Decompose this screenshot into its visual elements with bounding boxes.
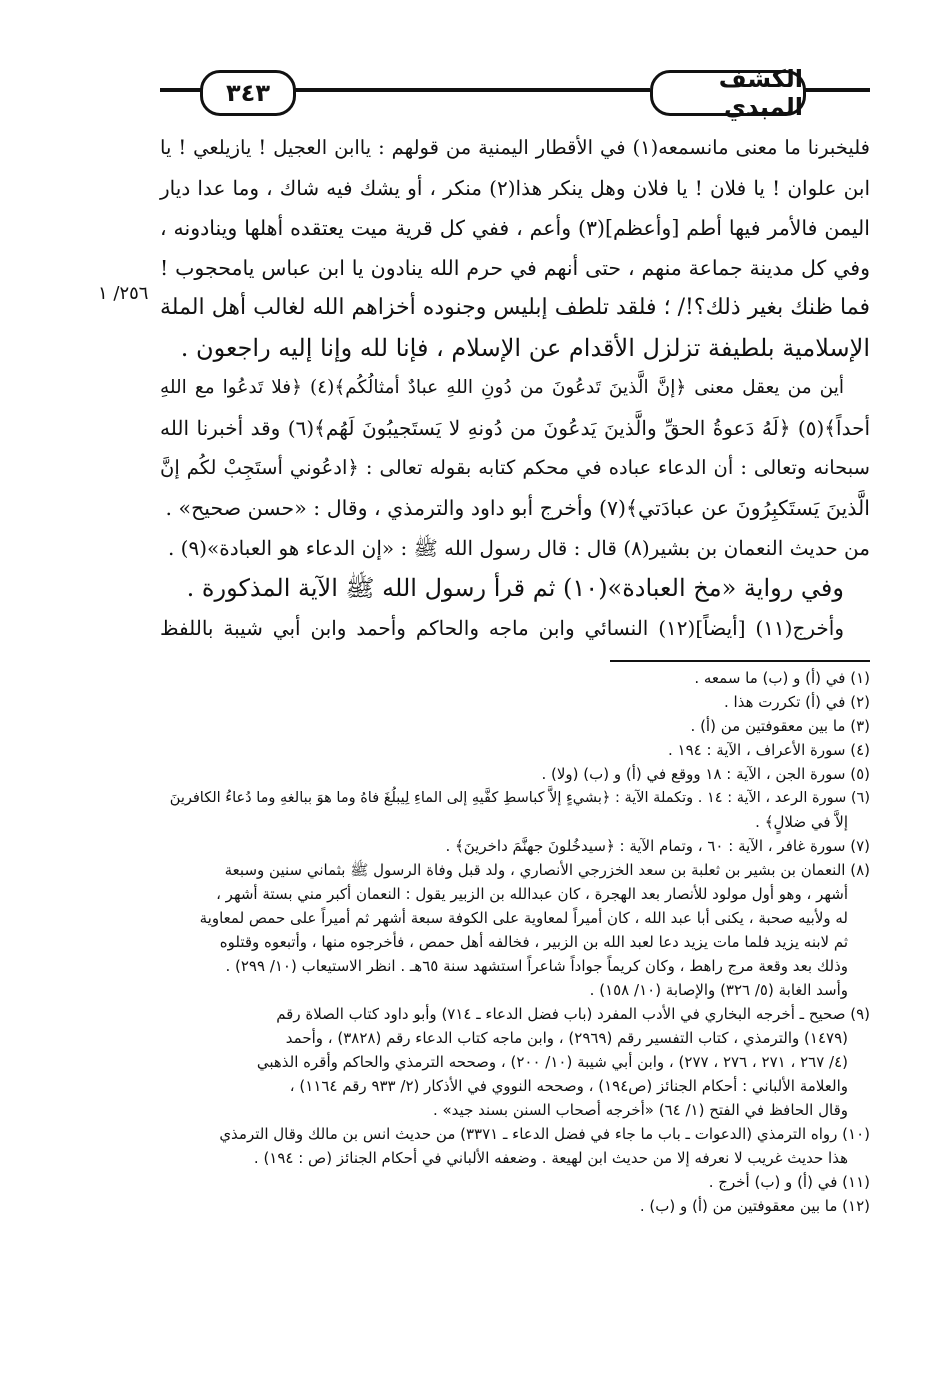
header-rule-right [800, 88, 870, 92]
footnote: (٤) سورة الأعراف ، الآية : ١٩٤ . [667, 741, 870, 759]
text-line: فما ظنك بغير ذلك؟!/ ؛ فلقد تلطف إبليس وجنوده أخزاهم الله لغالب أهل الملة [160, 295, 870, 320]
text-line: سبحانه وتعالى : أن الدعاء عباده في محكم كتابه بقوله تعالى : ﴿ادعُوني أستَجِبْ لكُم إنَّ [160, 456, 870, 479]
footnote-continuation: هذا حديث غريب لا نعرفه إلا من حديث ابن لهيعة . وضعفه الألباني في أحكام الجنائز (ص : ١٩٤) . [253, 1149, 848, 1167]
text-line: الإسلامية بلطيفة تزلزل الأقدام عن الإسلام ، فإنا لله وإنا إليه راجعون . [180, 334, 870, 362]
footnote-separator [610, 660, 870, 662]
footnote-continuation: (٤/ ٢٦٧ ، ٢٧١ ، ٢٧٦ ، ٢٧٧) ، وابن أبي شيبة (١٠/ ٢٠٠) ، وصححه الترمذي والحاكم وأقره الذهبي [256, 1053, 848, 1071]
footnote: (١٠) رواه الترمذي (الدعوات ـ باب ما جاء في فضل الدعاء ـ ٣٣٧١) من حديث انس بن مالك وقال الترمذي [219, 1125, 870, 1143]
text-line: أين من يعقل معنى ﴿إنَّ الَّذينَ تَدعُونَ من دُونِ اللهِ عبادٌ أمثالُكُم﴾(٤) ﴿فلا تَدعُوا مع اللهِ [160, 377, 845, 398]
manuscript-page-marker: ٢٥٦/ ١ [98, 283, 149, 304]
page-number: ٣٤٣ [200, 70, 296, 116]
footnote-continuation: والعلامة الألباني : أحكام الجنائز (ص١٩٤) ، وصححه النووي في الأذكار (٢/ ٩٣٣ رقم ١١٦٤) ، [289, 1077, 848, 1095]
footnote: (٩) صحيح ـ أخرجه البخاري في الأدب المفرد (باب فضل الدعاء ـ ٧١٤) وأبو داود كتاب الصلاة رقم [276, 1005, 870, 1023]
book-title: الكشف المبدي [650, 70, 806, 116]
footnote: (١٢) ما بين معقوفتين من (أ) و (ب) . [639, 1197, 870, 1215]
page-header [160, 62, 870, 121]
footnote: (٧) سورة غافر ، الآية : ٦٠ ، وتمام الآية : ﴿سيدخُلونَ جهنَّمَ داخرينَ﴾ . [445, 837, 870, 855]
footnote-continuation: أشهر ، وهو أول مولود للأنصار بعد الهجرة ، كان عبدالله بن الزبير يقول : النعمان أكبر مني بستة أشهر ، [216, 885, 848, 903]
main-text [160, 128, 870, 648]
footnote-continuation: له ولأبيه صحبة ، يكنى أبا عبد الله ، كان أميراً لمعاوية على الكوفة سبعة أشهر ثم أميراً على حمص لمعاوية [199, 909, 848, 927]
footnote: (٥) سورة الجن ، الآية : ١٨ ووقع في (أ) و (ب) (ولا) . [541, 765, 870, 783]
footnote-continuation: وقال الحافظ في الفتح (١/ ٦٤) «أخرجه أصحاب السنن بسند جيد» . [432, 1101, 848, 1119]
footnote: (١) في (أ) و (ب) ما سمعه . [694, 669, 870, 687]
footnote: (١١) في (أ) و (ب) أخرج . [708, 1173, 870, 1191]
footnote-continuation: وذلك بعد وقعة مرج راهط ، وكان كريماً جواداً شاعراً استشهد سنة ٦٥هـ . انظر الاستيعاب (١٠/ ٢٩٩) . [225, 957, 848, 975]
text-line: ابن علوان ! يا فلان ! يا فلان وهل ينكر هذا(٢) منكر ، أو يشك فيه شاك ، وما عدا ديار [160, 176, 870, 200]
footnote-continuation: (١٤٧٩) والترمذي ، كتاب التفسير رقم (٢٩٦٩) ، وابن ماجه كتاب الدعاء رقم (٣٨٢٨) ، وأحمد [285, 1029, 848, 1047]
footnote: (٨) النعمان بن بشير بن ثعلبة بن سعد الخزرجي الأنصاري ، ولد قبل وفاة الرسول ﷺ بثماني سنين وسبعة [224, 861, 870, 879]
text-line: من حديث النعمان بن بشير(٨) قال : قال رسول الله ﷺ : «إن الدعاء هو العبادة»(٩) . [167, 536, 870, 560]
text-line: وفي رواية «مخ العبادة»(١٠) ثم قرأ رسول الله ﷺ الآية المذكورة . [186, 574, 844, 602]
text-line: أحداً﴾(٥) ﴿لَهُ دَعوةُ الحقِّ والَّذينَ يَدعُونَ من دُونهِ لا يَستَجيبُونَ لَهُم﴾(٦) وقد أخبرنا الله [160, 416, 870, 440]
footnote-continuation: إلاَّ في ضلالٍ﴾ . [755, 813, 848, 831]
text-line: اليمن فالأمر فيها أطم [وأعظم](٣) وأعم ، ففي كل قرية ميت يعتقده أهلها وينادونه ، [160, 216, 870, 240]
footnote-continuation: ثم لابنه يزيد فلما مات يزيد دعا لعبد الله بن الزبير ، فخالفه أهل حمص ، فأخرجوه منها ، وأتبعوه وقتلوه [219, 933, 848, 951]
text-line: فليخبرنا ما معنى مانسمعه(١) في الأقطار اليمنية من قولهم : ياابن العجيل ! يازيلعي ! يا [160, 136, 870, 159]
footnotes [160, 666, 870, 1218]
footnote: (٦) سورة الرعد ، الآية : ١٤ . وتكملة الآية : ﴿بشيءٍ إلاَّ كباسطِ كفَّيهِ إلى الماءِ لِيبلُغَ فاهُ وما هوَ ببالغهِ وما دُعاءُ الكافرينَ [169, 790, 870, 806]
text-line: وأخرج(١١) [أيضاً](١٢) النسائي وابن ماجه والحاكم وأحمد وابن أبي شيبة باللفظ [160, 616, 844, 640]
footnote: (٢) في (أ) تكررت هذا . [724, 693, 870, 711]
header-rule-middle [288, 88, 650, 92]
text-line: وفي كل مدينة جماعة منهم ، حتى أنهم في حرم الله ينادون يا ابن عباس يامحجوب ! [160, 256, 870, 280]
text-line: الَّذينَ يَستَكبِرُونَ عن عبادَتي﴾(٧) وأخرج أبو داود والترمذي ، وقال : «حسن صحيح» . [165, 496, 870, 520]
footnote-continuation: وأسد الغابة (٥/ ٣٢٦) والإصابة (١٠/ ١٥٨) . [589, 981, 848, 999]
footnote: (٣) ما بين معقوفتين من (أ) . [690, 717, 870, 735]
